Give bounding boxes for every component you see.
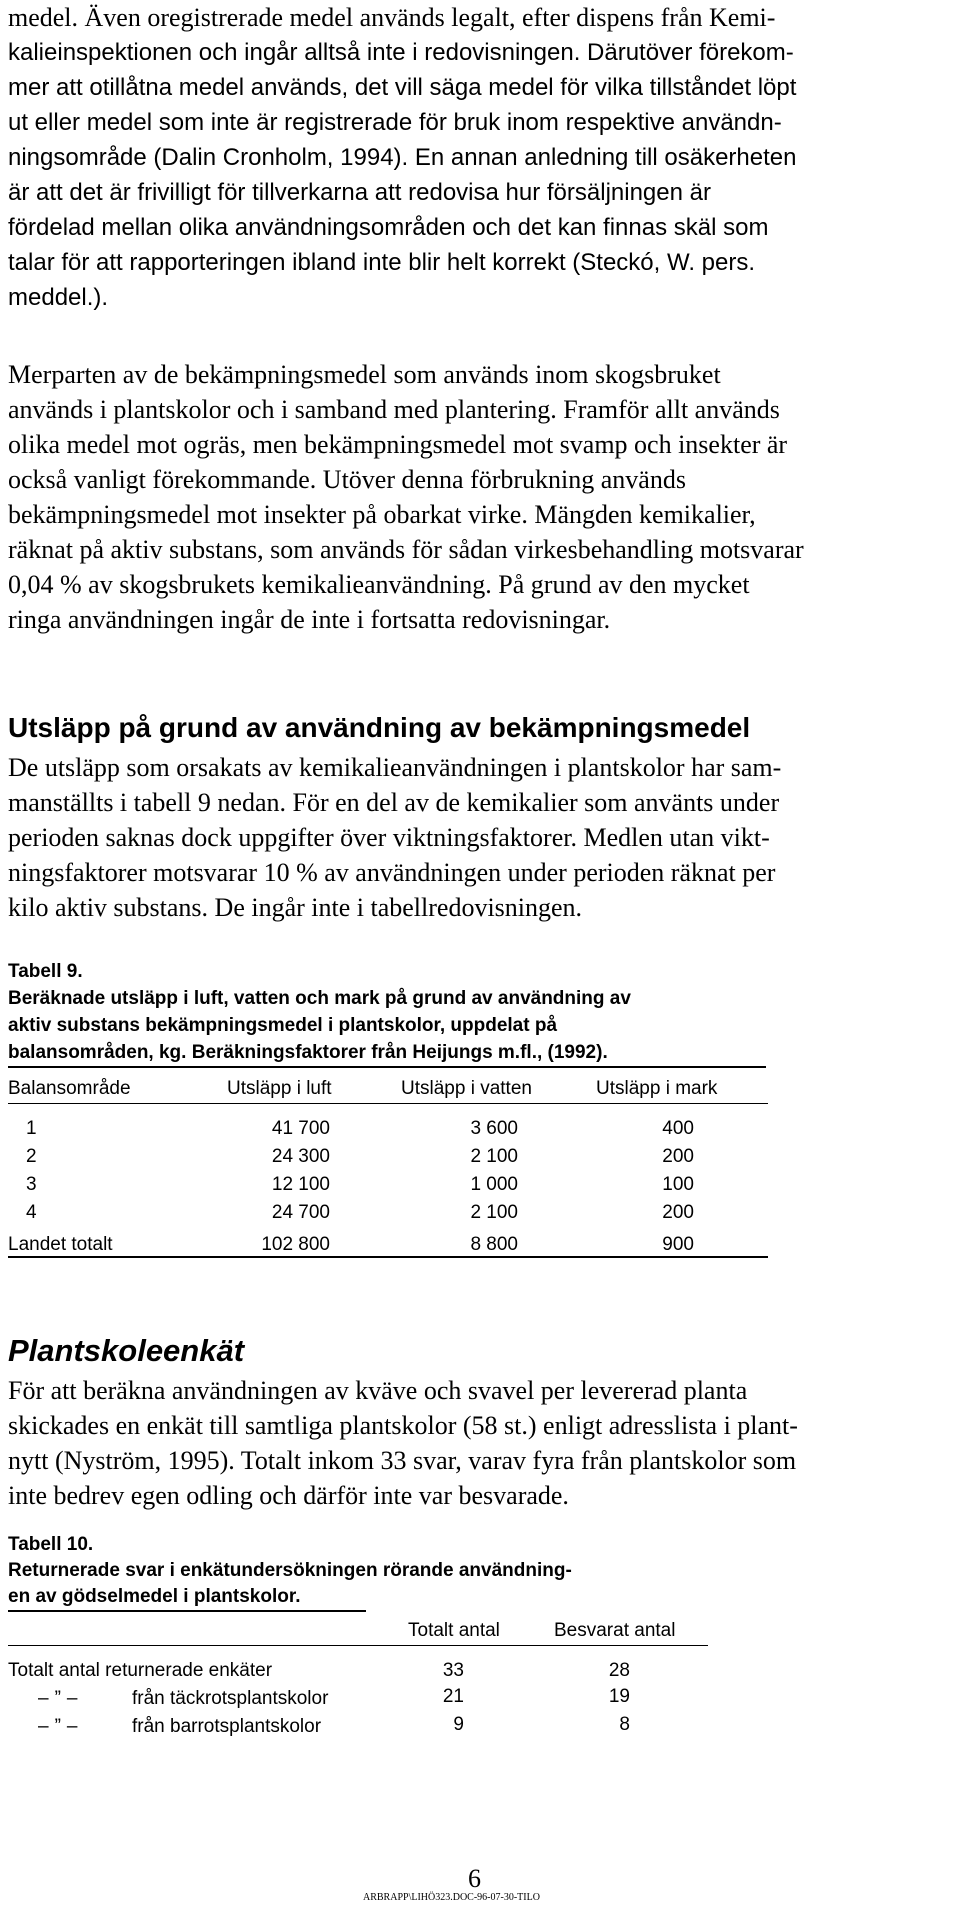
text-line: bekämpningsmedel mot insekter på obarkat virke. Mängden kemikalier, [8, 500, 756, 529]
table-10-cell: 19 [608, 1686, 630, 1707]
table-9-cell: 400 [662, 1118, 694, 1139]
table-10-cell: 21 [442, 1686, 464, 1707]
text-line: ningsfaktorer motsvarar 10 % av användningen under perioden räknat per [8, 858, 776, 887]
table-9-cell: 2 100 [470, 1146, 518, 1167]
table-9-label: Tabell 9. [8, 961, 83, 982]
text-line: manställts i tabell 9 nedan. För en del av de kemikalier som använts under [8, 788, 780, 817]
table-9-bottom-rule [8, 1256, 768, 1258]
text-line: För att beräkna användningen av kväve och svavel per levererad planta [8, 1376, 748, 1405]
table-10-row-label: från täckrotsplantskolor [132, 1688, 329, 1709]
text-line: meddel.). [8, 284, 109, 311]
table-10-cell: 9 [453, 1714, 464, 1735]
table-9-cell: 200 [662, 1146, 694, 1167]
text-line: fördelad mellan olika användningsområden och det kan finnas skäl som [8, 214, 769, 241]
table-9-total-cell: 8 800 [470, 1234, 518, 1255]
section-2-paragraph [8, 1373, 952, 1513]
paragraph-1 [8, 0, 952, 315]
table-9-cell: 2 [26, 1146, 37, 1167]
text-line: nytt (Nyström, 1995). Totalt inkom 33 svar, varav fyra från plantskolor som [8, 1446, 797, 1475]
table-9-total-label: Landet totalt [8, 1234, 113, 1255]
table-9-caption-line: aktiv substans bekämpningsmedel i plantskolor, uppdelat på [8, 1015, 558, 1036]
table-10-top-rule [8, 1610, 366, 1612]
table-9-header: Utsläpp i vatten [401, 1078, 532, 1099]
table-10-caption-line: Returnerade svar i enkätundersökningen rörande användning- [8, 1560, 572, 1581]
section-1-paragraph [8, 750, 952, 925]
table-10-cell: 8 [619, 1714, 630, 1735]
table-10-cell: 28 [608, 1660, 630, 1681]
table-9-cell: 1 [26, 1118, 37, 1139]
text-line: olika medel mot ogräs, men bekämpningsmedel mot svamp och insekter är [8, 430, 788, 459]
text-line: också vanligt förekommande. Utöver denna förbrukning används [8, 465, 686, 494]
table-9-total-cell: 900 [662, 1234, 694, 1255]
table-9-cell: 24 700 [271, 1202, 330, 1223]
table-10-header-rule [8, 1645, 708, 1646]
text-line: inte bedrev egen odling och därför inte var besvarade. [8, 1481, 569, 1510]
table-9-top-rule [8, 1066, 766, 1068]
section-heading-emissions: Utsläpp på grund av användning av bekämpningsmedel [8, 712, 751, 743]
table-9-header: Utsläpp i mark [596, 1078, 718, 1099]
table-9-cell: 3 [26, 1174, 37, 1195]
table-9 [8, 1078, 768, 1258]
text-line: kilo aktiv substans. De ingår inte i tabellredovisningen. [8, 893, 583, 922]
table-9-caption-line: balansområden, kg. Beräkningsfaktorer från Heijungs m.fl., (1992). [8, 1042, 608, 1063]
table-9-header-rule [8, 1103, 768, 1104]
table-9-cell: 100 [662, 1174, 694, 1195]
paragraph-2 [8, 357, 952, 637]
table-9-cell: 41 700 [271, 1118, 330, 1139]
text-line: ringa användningen ingår de inte i fortsatta redovisningar. [8, 605, 611, 634]
table-9-total-cell: 102 800 [261, 1234, 330, 1255]
text-line: medel. Även oregistrerade medel används legalt, efter dispens från Kemi- [8, 3, 776, 32]
section-heading-survey: Plantskoleenkät [8, 1333, 245, 1368]
table-9-header: Utsläpp i luft [227, 1078, 332, 1099]
text-line: räknat på aktiv substans, som används för sådan virkesbehandling motsvarar [8, 535, 804, 564]
ditto-mark: –”– [38, 1716, 84, 1737]
table-9-cell: 24 300 [271, 1146, 330, 1167]
text-line: kalieinspektionen och ingår alltså inte i redovisningen. Därutöver förekom- [8, 39, 794, 66]
table-10-caption-line: en av gödselmedel i plantskolor. [8, 1586, 301, 1607]
text-line: ut eller medel som inte är registrerade för bruk inom respektive användn- [8, 109, 782, 136]
text-line: skickades en enkät till samtliga plantskolor (58 st.) enligt adresslista i plant- [8, 1411, 798, 1440]
table-9-cell: 2 100 [470, 1202, 518, 1223]
table-9-cell: 4 [26, 1202, 37, 1223]
table-10-label: Tabell 10. [8, 1534, 94, 1555]
text-line: är att det är frivilligt för tillverkarna att redovisa hur försäljningen är [8, 179, 711, 206]
text-line: 0,04 % av skogsbrukets kemikalieanvändning. På grund av den mycket [8, 570, 750, 599]
table-10-row-label: Totalt antal returnerade enkäter [8, 1660, 273, 1681]
text-line: perioden saknas dock uppgifter över viktningsfaktorer. Medlen utan vikt- [8, 823, 770, 852]
table-10-header: Totalt antal [408, 1620, 500, 1641]
text-line: Merparten av de bekämpningsmedel som används inom skogsbruket [8, 360, 721, 389]
text-line: talar för att rapporteringen ibland inte blir helt korrekt (Steckó, W. pers. [8, 249, 756, 276]
text-line: ningsområde (Dalin Cronholm, 1994). En annan anledning till osäkerheten [8, 144, 797, 171]
text-line: mer att otillåtna medel används, det vill säga medel för vilka tillståndet löpt [8, 74, 797, 101]
table-10-row-label: från barrotsplantskolor [132, 1716, 322, 1737]
page-number: 6 [468, 1864, 481, 1893]
table-10-header: Besvarat antal [554, 1620, 676, 1641]
table-9-cell: 1 000 [470, 1174, 518, 1195]
table-9-header: Balansområde [8, 1078, 131, 1099]
footer-file-path: ARBRAPP\LIHÖ323.DOC-96-07-30-TILO [363, 1892, 540, 1903]
table-10 [8, 1620, 708, 1760]
text-line: används i plantskolor och i samband med plantering. Framför allt används [8, 395, 780, 424]
table-9-cell: 12 100 [271, 1174, 330, 1195]
text-line: De utsläpp som orsakats av kemikalieanvändningen i plantskolor har sam- [8, 753, 782, 782]
ditto-mark: –”– [38, 1688, 84, 1709]
table-9-cell: 3 600 [470, 1118, 518, 1139]
table-9-cell: 200 [662, 1202, 694, 1223]
table-10-cell: 33 [442, 1660, 464, 1681]
table-9-caption-line: Beräknade utsläpp i luft, vatten och mark på grund av användning av [8, 988, 631, 1009]
